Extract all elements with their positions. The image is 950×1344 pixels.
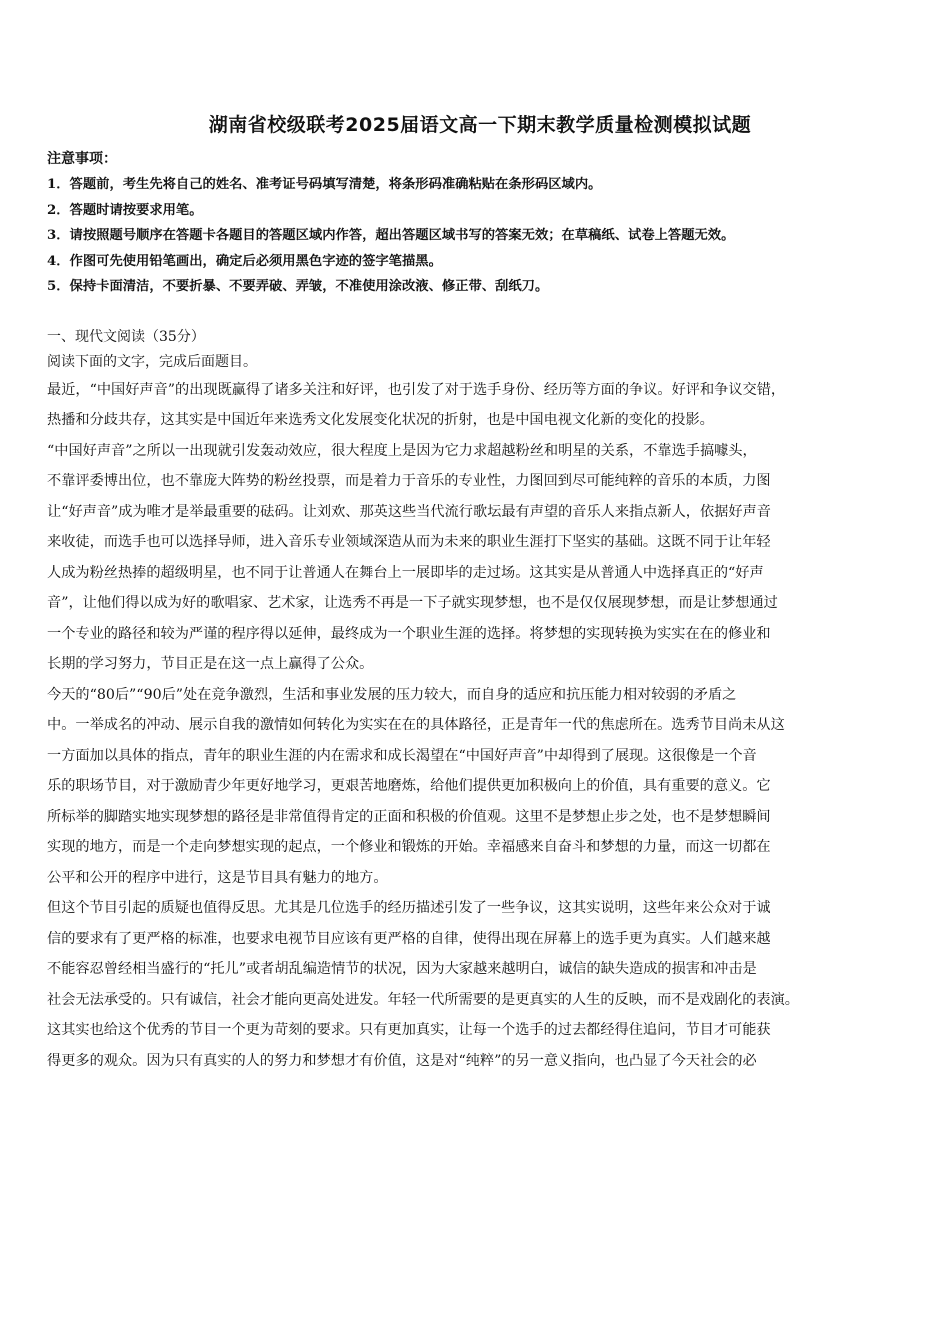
passage-line: 乐的职场节目，对于激励青少年更好地学习，更艰苦地磨炼，给他们提供更加积极向上的价值，具有重要的意义。它 <box>47 778 771 794</box>
notice-item: 5．保持卡面清洁，不要折暴、不要弄破、弄皱，不准使用涂改液、修正带、刮纸刀。 <box>47 279 549 294</box>
page-title: 湖南省校级联考2025届语文高一下期末教学质量检测模拟试题 <box>208 114 752 136</box>
exam-page <box>47 110 913 1076</box>
notice-list <box>47 172 913 300</box>
passage-line: 中。一举成名的冲动、展示自我的激情如何转化为实实在在的具体路径，正是青年一代的焦虑所在。选秀节目尚未从这 <box>47 717 785 733</box>
passage-line: 这其实也给这个优秀的节目一个更为苛刻的要求。只有更加真实，让每一个选手的过去都经得住追问，节目才可能获 <box>47 1022 771 1038</box>
passage-line: 信的要求有了更严格的标准，也要求电视节目应该有更严格的自律，使得出现在屏幕上的选手更为真实。人们越来越 <box>47 930 771 947</box>
section-heading: 一、现代文阅读（35分） <box>47 328 205 345</box>
passage-line: 来收徒，而选手也可以选择导师，进入音乐专业领域深造从而为未来的职业生涯打下坚实的基础。这既不同于让年轻 <box>47 534 771 550</box>
notice-item: 1．答题前，考生先将自己的姓名、准考证号码填写清楚，将条形码准确粘贴在条形码区域内。 <box>47 177 602 192</box>
passage-line: 不能容忍曾经相当盛行的“托儿”或者胡乱编造情节的状况，因为大家越来越明白，诚信的缺失造成的损害和冲击是 <box>47 961 757 977</box>
notice-item: 3．请按照题号顺序在答题卡各题目的答题区域内作答，超出答题区域书写的答案无效；在草稿纸、试卷上答题无效。 <box>47 228 735 243</box>
passage-line: 实现的地方，而是一个走向梦想实现的起点，一个修业和锻炼的开始。幸福感来自奋斗和梦想的力量，而这一切都在 <box>47 839 771 855</box>
passage-line: 让“好声音”成为唯才是举最重要的砝码。让刘欢、那英这些当代流行歌坛最有声望的音乐人来指点新人，依据好声音 <box>47 503 771 520</box>
notice-heading: 注意事项： <box>47 151 117 167</box>
passage-line: 得更多的观众。因为只有真实的人的努力和梦想才有价值，这是对“纯粹”的另一意义指向，也凸显了今天社会的必 <box>47 1052 757 1069</box>
notice-item: 4．作图可先使用铅笔画出，确定后必须用黑色字迹的签字笔描黑。 <box>47 253 442 269</box>
passage-line: 音”，让他们得以成为好的歌唱家、艺术家，让选秀不再是一下子就实现梦想，也不是仅仅展现梦想，而是让梦想通过 <box>47 595 778 611</box>
passage-line: “中国好声音”之所以一出现就引发轰动效应，很大程度上是因为它力求超越粉丝和明星的关系，不靠选手搞噱头， <box>47 442 757 459</box>
passage-line: 最近，“中国好声音”的出现既赢得了诸多关注和好评，也引发了对于选手身份、经历等方面的争议。好评和争议交错， <box>47 381 786 398</box>
passage-line: 人成为粉丝热捧的超级明星，也不同于让普通人在舞台上一展即毕的走过场。这其实是从普通人中选择真正的“好声 <box>47 564 764 581</box>
passage-line: 长期的学习努力，节目正是在这一点上赢得了公众。 <box>47 656 374 672</box>
passage-line: 热播和分歧共存，这其实是中国近年来选秀文化发展变化状况的折射，也是中国电视文化新的变化的投影。 <box>47 412 714 428</box>
section-instruction: 阅读下面的文字，完成后面题目。 <box>47 353 257 370</box>
passage-line: 社会无法承受的。只有诚信，社会才能向更高处进发。年轻一代所需要的是更真实的人生的反映，而不是戏剧化的表演。 <box>47 991 799 1008</box>
passage-line: 一方面加以具体的指点，青年的职业生涯的内在需求和成长渴望在“中国好声音”中却得到了展现。这很像是一个音 <box>47 747 757 764</box>
passage-line: 不靠评委博出位，也不靠庞大阵势的粉丝投票，而是着力于音乐的专业性，力图回到尽可能纯粹的音乐的本质，力图 <box>47 473 771 489</box>
passage-line: 所标举的脚踏实地实现梦想的路径是非常值得肯定的正面和积极的价值观。这里不是梦想止步之处，也不是梦想瞬间 <box>47 808 771 825</box>
reading-passage <box>47 375 913 1077</box>
passage-line: 公平和公开的程序中进行，这是节目具有魅力的地方。 <box>47 869 388 886</box>
passage-line: 一个专业的路径和较为严谨的程序得以延伸，最终成为一个职业生涯的选择。将梦想的实现转换为实实在在的修业和 <box>47 625 771 642</box>
passage-line: 今天的“80后”“90后”处在竞争激烈，生活和事业发展的压力较大，而自身的适应和抗压能力相对较弱的矛盾之 <box>47 686 737 703</box>
spacer <box>47 300 913 325</box>
passage-line: 但这个节目引起的质疑也值得反思。尤其是几位选手的经历描述引发了一些争议，这其实说明，这些年来公众对于诚 <box>47 900 771 916</box>
notice-item: 2．答题时请按要求用笔。 <box>47 202 203 218</box>
